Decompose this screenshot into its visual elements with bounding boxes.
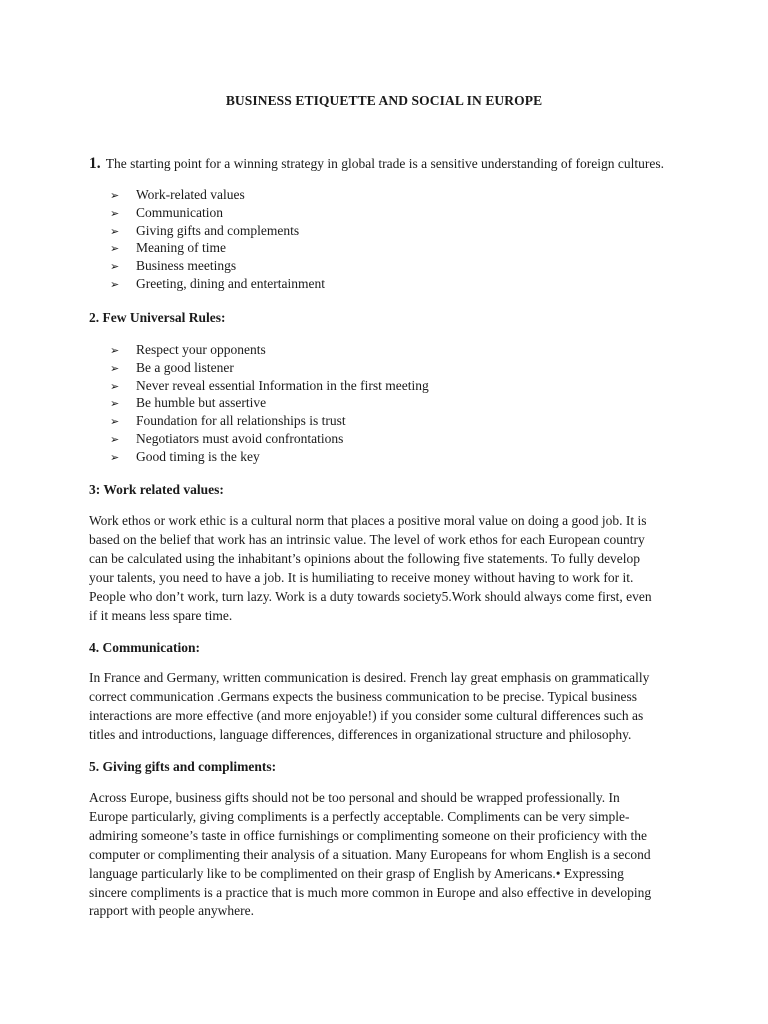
topics-list [110, 186, 325, 293]
list-item: ➢ Respect your opponents [110, 341, 429, 359]
arrow-bullet-icon: ➢ [110, 451, 120, 464]
arrow-bullet-icon: ➢ [110, 362, 120, 375]
intro-number: 1. [89, 155, 101, 172]
text-line: Europe particularly, giving compliments is a perfectly acceptable. Compliments can be very simple- [89, 808, 630, 824]
arrow-bullet-icon: ➢ [110, 398, 120, 411]
arrow-bullet-icon: ➢ [110, 190, 120, 202]
arrow-bullet-icon: ➢ [110, 416, 120, 429]
universal-rules-list [110, 341, 429, 466]
list-item: ➢ Foundation for all relationships is trust [110, 412, 429, 430]
list-item: ➢ Be a good listener [110, 359, 429, 377]
text-line: titles and introductions, language differences, differences in organizational structure and philosophy. [89, 726, 632, 742]
text-line: admiring someone’s taste in office furnishings or complimenting someone on their proficiency with the [89, 827, 648, 843]
communication-paragraph [89, 669, 679, 745]
section-heading-communication: 4. Communication: [89, 640, 200, 655]
list-item: ➢ Negotiators must avoid confrontations [110, 430, 429, 448]
list-item: ➢ Giving gifts and complements [110, 222, 325, 240]
text-line: sincere compliments is a practice that is much more common in Europe and also effective in developing [89, 884, 652, 900]
text-line: if it means less spare time. [89, 607, 233, 623]
work-values-paragraph [89, 512, 679, 625]
text-line: based on the belief that work has an intrinsic value. The level of work ethos for each European country [89, 531, 645, 547]
text-line: interactions are more effective (and more enjoyable!) if you consider some cultural differences such as [89, 707, 644, 723]
arrow-bullet-icon: ➢ [110, 261, 120, 274]
text-line: rapport with people anywhere. [89, 903, 254, 919]
arrow-bullet-icon: ➢ [110, 380, 120, 393]
text-line: computer or complimenting their analysis of a situation. Many Europeans for whom English is a second [89, 846, 651, 862]
list-item: ➢ Never reveal essential Information in the first meeting [110, 377, 429, 395]
list-item: ➢ Greeting, dining and entertainment [110, 275, 325, 293]
text-line: Work ethos or work ethic is a cultural norm that places a positive moral value on doing a good job. It is [89, 513, 647, 528]
gifts-paragraph [89, 789, 679, 921]
list-item: ➢ Meaning of time [110, 239, 325, 257]
text-line: People who don’t work, turn lazy. Work is a duty towards society5.Work should always come first, even [89, 588, 652, 604]
list-item: ➢ Work-related values [110, 186, 325, 204]
section-heading-gifts: 5. Giving gifts and compliments: [89, 759, 277, 774]
arrow-bullet-icon: ➢ [110, 243, 120, 256]
arrow-bullet-icon: ➢ [110, 225, 120, 238]
arrow-bullet-icon: ➢ [110, 433, 120, 446]
text-line: Across Europe, business gifts should not be too personal and should be wrapped professionally. In [89, 790, 620, 805]
text-line: language particularly like to be complimented on their grasp of English by Americans.• Expressing [89, 865, 624, 881]
intro-text: The starting point for a winning strategy in global trade is a sensitive understanding of foreign cultures. [105, 156, 665, 171]
list-item: ➢ Be humble but assertive [110, 394, 429, 412]
arrow-bullet-icon: ➢ [110, 207, 120, 220]
intro-paragraph [89, 155, 709, 173]
list-item: ➢ Good timing is the key [110, 448, 429, 466]
text-line: your talents, you need to have a job. It is humiliating to receive money without having to work for it. [89, 569, 634, 585]
page-title: BUSINESS ETIQUETTE AND SOCIAL IN EUROPE [225, 93, 543, 108]
arrow-bullet-icon: ➢ [110, 278, 120, 291]
text-line: can be calculated using the inhabitant’s opinions about the following five statements. To fully develop [89, 550, 641, 566]
arrow-bullet-icon: ➢ [110, 345, 120, 357]
list-item: ➢ Business meetings [110, 257, 325, 275]
section-heading-work-values: 3: Work related values: [89, 482, 224, 497]
section-heading-universal-rules: 2. Few Universal Rules: [89, 310, 226, 325]
text-line: correct communication .Germans expects the business communication to be precise. Typical business [89, 688, 638, 704]
text-line: In France and Germany, written communication is desired. French lay great emphasis on grammatically [89, 670, 650, 685]
list-item: ➢ Communication [110, 204, 325, 222]
